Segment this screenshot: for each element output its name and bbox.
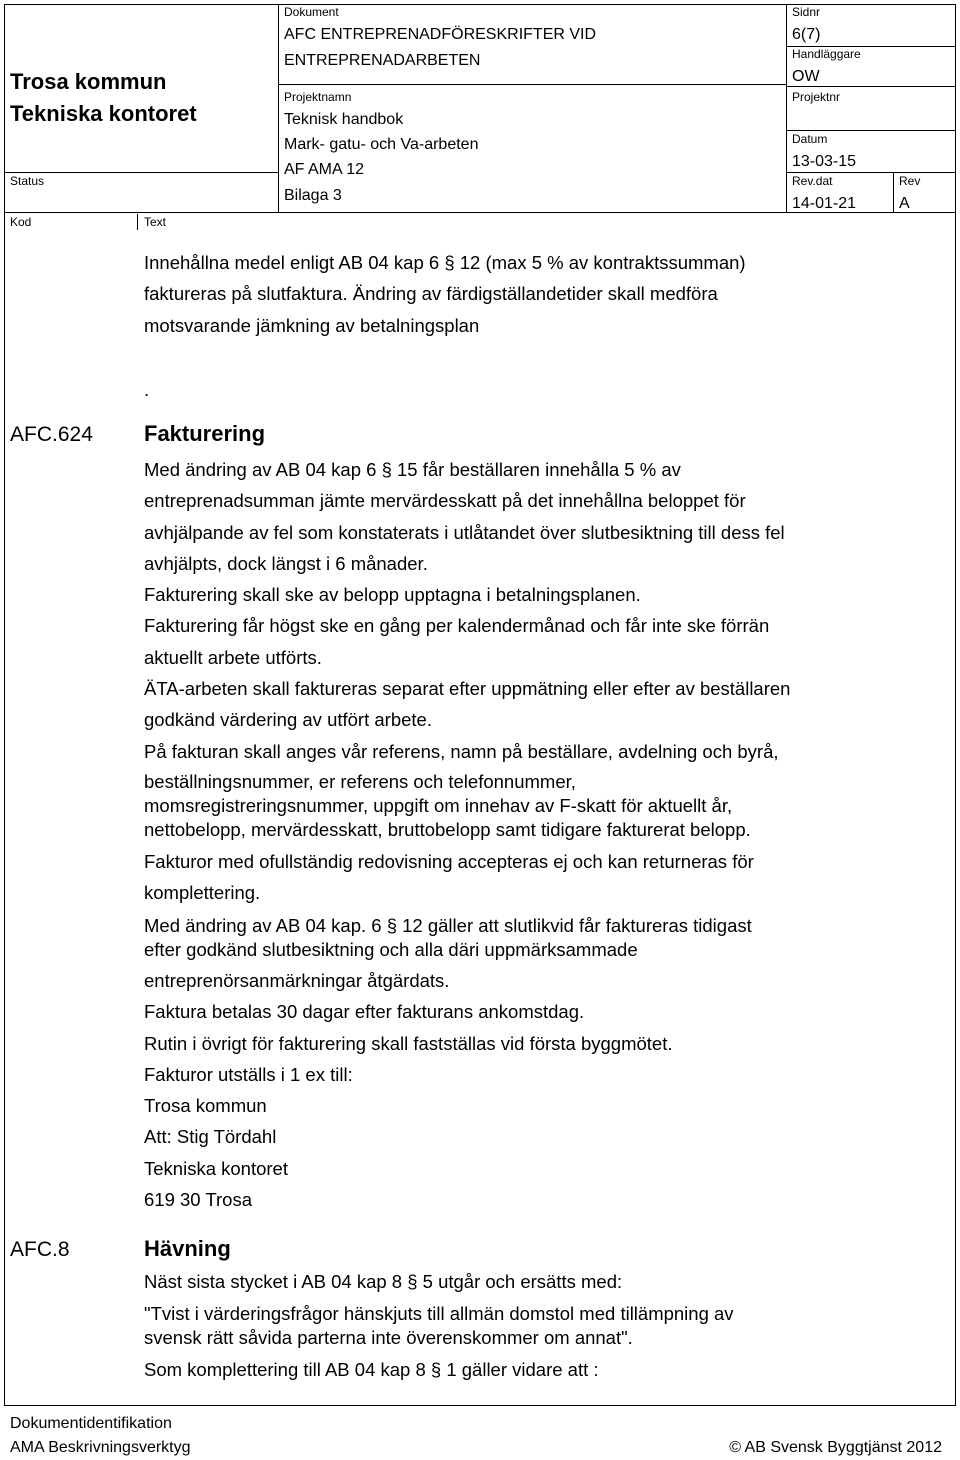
body-line: momsregistreringsnummer, uppgift om innehav av F-skatt för aktuellt år, — [144, 795, 733, 816]
revdat-value: 14-01-21 — [792, 195, 857, 212]
sidnr-value: 6(7) — [792, 26, 821, 43]
header-col-divider-3 — [893, 172, 894, 212]
body-line: avhjälpts, dock längst i 6 månader. — [144, 552, 428, 574]
org-department: Tekniska kontoret — [10, 101, 197, 126]
section-title: Hävning — [144, 1236, 231, 1261]
kod-label: Kod — [10, 215, 32, 229]
section-body — [144, 846, 944, 909]
text-label: Text — [144, 215, 167, 229]
section-body — [144, 914, 944, 962]
org-name: Trosa kommun — [10, 69, 167, 94]
section-code: AFC.624 — [10, 423, 93, 446]
section-code: AFC.8 — [10, 1238, 70, 1261]
header-divider-datum — [786, 172, 956, 173]
dokument-title-line1: AFC ENTREPRENADFÖRESKRIFTER VID — [284, 26, 597, 43]
body-line: Som komplettering till AB 04 kap 8 § 1 gäller vidare att : — [144, 1359, 599, 1380]
body-line: beställningsnummer, er referens och telefonnummer, — [144, 771, 576, 792]
body-line: Fakturor utställs i 1 ex till: — [144, 1063, 353, 1085]
header-divider-status — [4, 172, 278, 173]
body-line: aktuellt arbete utförts. — [144, 646, 322, 668]
section-title: Fakturering — [144, 421, 266, 446]
address-line: Trosa kommun — [144, 1095, 267, 1117]
address-line: Att: Stig Tördahl — [144, 1126, 277, 1148]
body-line: ÄTA-arbeten skall faktureras separat efter uppmätning eller efter av beställaren — [144, 678, 791, 700]
body-line: "Tvist i värderingsfrågor hänskjuts till allmän domstol med tillämpning av — [144, 1303, 734, 1324]
section-body — [144, 454, 944, 767]
section-body — [144, 1266, 944, 1297]
body-line: Fakturering skall ske av belopp upptagna i betalningsplanen. — [144, 584, 641, 606]
projektnamn-line: AF AMA 12 — [284, 161, 365, 178]
body-line: Faktura betalas 30 dagar efter fakturans ankomstdag. — [144, 1001, 585, 1023]
datum-label: Datum — [792, 132, 828, 146]
body-line: entreprenadsumman jämte mervärdesskatt på det innehållna beloppet för — [144, 490, 746, 512]
body-line: På fakturan skall anges vår referens, namn på beställare, avdelning och byrå, — [144, 740, 779, 762]
header-col-divider-2 — [786, 4, 787, 212]
datum-value: 13-03-15 — [792, 153, 857, 170]
body-line: nettobelopp, mervärdesskatt, bruttobelopp samt tidigare fakturerat belopp. — [144, 819, 751, 840]
body-line: Med ändring av AB 04 kap 6 § 15 får beställaren innehålla 5 % av — [144, 459, 681, 480]
projektnamn-line: Teknisk handbok — [284, 111, 404, 128]
header-divider-projektnr — [786, 130, 956, 131]
footer-tool: AMA Beskrivningsverktyg — [10, 1439, 191, 1456]
status-label: Status — [10, 174, 45, 188]
address-line: 619 30 Trosa — [144, 1189, 252, 1211]
body-line: avhjälpande av fel som konstaterats i utlåtandet över slutbesiktning till dess fel — [144, 521, 785, 543]
revdat-label: Rev.dat — [792, 174, 833, 188]
body-line: Fakturering får högst ske en gång per kalendermånad och får inte ske förrän — [144, 615, 770, 637]
header-col-divider-1 — [278, 4, 279, 212]
handlaggare-value: OW — [792, 68, 820, 85]
header-divider-dokument — [278, 84, 786, 85]
intro-line: faktureras på slutfaktura. Ändring av färdigställandetider skall medföra — [144, 283, 718, 305]
sidnr-label: Sidnr — [792, 5, 821, 19]
section-body — [144, 1302, 944, 1350]
kod-text-divider — [137, 214, 138, 230]
rev-label: Rev — [899, 174, 921, 188]
intro-line: motsvarande jämkning av betalningsplan — [144, 314, 480, 336]
intro-paragraph — [144, 247, 944, 341]
projektnamn-line: Mark- gatu- och Va-arbeten — [284, 136, 479, 153]
body-line: entreprenörsanmärkningar åtgärdats. — [144, 970, 450, 991]
address-line: Tekniska kontoret — [144, 1157, 288, 1179]
footer-id-label: Dokumentidentifikation — [10, 1415, 172, 1432]
body-line: Näst sista stycket i AB 04 kap 8 § 5 utgår och ersätts med: — [144, 1271, 623, 1292]
section-body — [144, 770, 944, 842]
projektnamn-label: Projektnamn — [284, 90, 352, 104]
body-line: svensk rätt såvida parterna inte överenskommer om annat". — [144, 1327, 633, 1348]
handlaggare-label: Handläggare — [792, 47, 861, 61]
footer-copyright: © AB Svensk Byggtjänst 2012 — [729, 1439, 942, 1456]
rev-value: A — [899, 195, 910, 212]
projektnamn-line: Bilaga 3 — [284, 187, 342, 204]
body-line: godkänd värdering av utfört arbete. — [144, 709, 432, 731]
body-line: Rutin i övrigt för fakturering skall fastställas vid första byggmötet. — [144, 1032, 673, 1054]
intro-line: Innehållna medel enligt AB 04 kap 6 § 12 (max 5 % av kontraktssumman) — [144, 252, 746, 273]
dokument-label: Dokument — [284, 5, 339, 19]
body-line: komplettering. — [144, 882, 261, 904]
body-line: efter godkänd slutbesiktning och alla däri uppmärksammade — [144, 939, 638, 960]
dokument-title-line2: ENTREPRENADARBETEN — [284, 52, 481, 69]
projektnr-label: Projektnr — [792, 90, 841, 104]
separator-dot: . — [144, 379, 150, 400]
body-line: Fakturor med ofullständig redovisning accepteras ej och kan returneras för — [144, 851, 754, 872]
body-line: Med ändring av AB 04 kap. 6 § 12 gäller att slutlikvid får faktureras tidigast — [144, 915, 752, 936]
section-body — [144, 965, 944, 1215]
section-body — [144, 1354, 944, 1385]
